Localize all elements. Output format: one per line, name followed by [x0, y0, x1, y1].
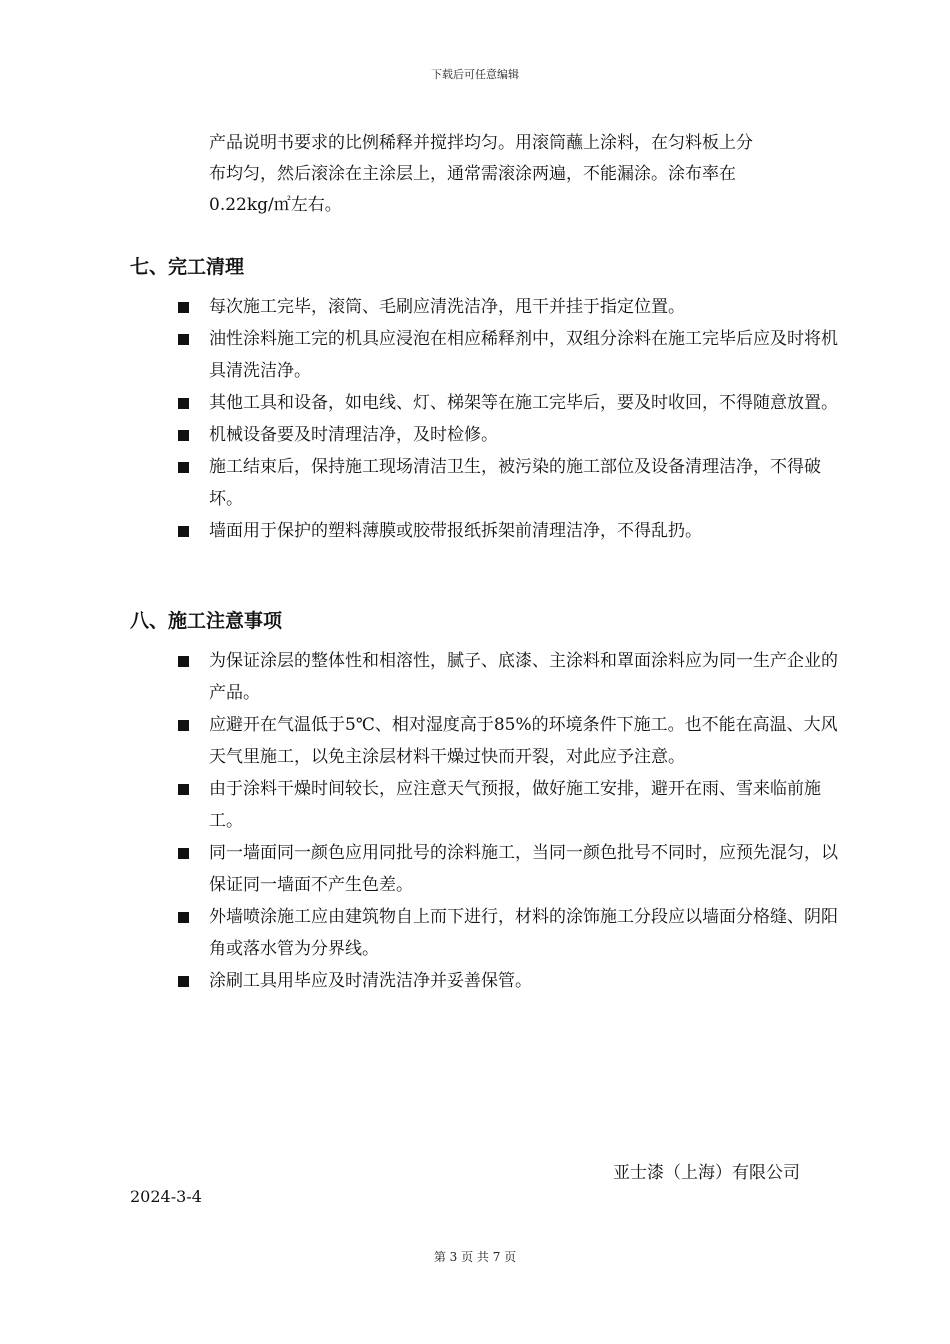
list-item: 油性涂料施工完的机具应浸泡在相应稀释剂中，双组分涂料在施工完毕后应及时将机具清洗洁净。 [175, 323, 840, 387]
list-item: 同一墙面同一颜色应用同批号的涂料施工，当同一颜色批号不同时，应预先混匀，以保证同一墙面不产生色差。 [175, 837, 840, 901]
company-name: 亚士漆（上海）有限公司 [613, 1163, 800, 1183]
list-item: 机械设备要及时清理洁净，及时检修。 [175, 419, 840, 451]
list-item: 其他工具和设备，如电线、灯、梯架等在施工完毕后，要及时收回，不得随意放置。 [175, 387, 840, 419]
section-8-title: 八、施工注意事项 [130, 610, 283, 632]
section-8-list [175, 645, 840, 997]
section-7-list [175, 291, 840, 547]
square-bullet-icon [178, 302, 189, 313]
list-item: 外墙喷涂施工应由建筑物自上而下进行，材料的涂饰施工分段应以墙面分格缝、阴阳角或落水管为分界线。 [175, 901, 840, 965]
intro-paragraph [209, 128, 829, 221]
list-item: 墙面用于保护的塑料薄膜或胶带报纸拆架前清理洁净，不得乱扔。 [175, 515, 840, 547]
list-item: 应避开在气温低于5℃、相对湿度高于85%的环境条件下施工。也不能在高温、大风天气里施工，以免主涂层材料干燥过快而开裂，对此应予注意。 [175, 709, 840, 773]
square-bullet-icon [178, 430, 189, 441]
page-header: 下载后可任意编辑 [431, 68, 519, 81]
square-bullet-icon [178, 784, 189, 795]
square-bullet-icon [178, 526, 189, 537]
list-item: 每次施工完毕，滚筒、毛刷应清洗洁净，甩干并挂于指定位置。 [175, 291, 840, 323]
square-bullet-icon [178, 398, 189, 409]
square-bullet-icon [178, 848, 189, 859]
square-bullet-icon [178, 912, 189, 923]
square-bullet-icon [178, 976, 189, 987]
page-footer: 第 3 页 共 7 页 [433, 1250, 517, 1264]
square-bullet-icon [178, 656, 189, 667]
list-item: 施工结束后，保持施工现场清洁卫生，被污染的施工部位及设备清理洁净，不得破坏。 [175, 451, 840, 515]
intro-line: 0.22kg/㎡左右。 [209, 195, 342, 215]
section-7-title: 七、完工清理 [130, 256, 245, 278]
intro-line: 产品说明书要求的比例稀释并搅拌均匀。用滚筒蘸上涂料，在匀料板上分 [209, 133, 753, 153]
square-bullet-icon [178, 334, 189, 345]
list-item: 为保证涂层的整体性和相溶性，腻子、底漆、主涂料和罩面涂料应为同一生产企业的产品。 [175, 645, 840, 709]
list-item: 由于涂料干燥时间较长，应注意天气预报，做好施工安排，避开在雨、雪来临前施工。 [175, 773, 840, 837]
intro-line: 布均匀，然后滚涂在主涂层上，通常需滚涂两遍，不能漏涂。涂布率在 [209, 164, 736, 184]
list-item: 涂刷工具用毕应及时清洗洁净并妥善保管。 [175, 965, 840, 997]
square-bullet-icon [178, 462, 189, 473]
square-bullet-icon [178, 720, 189, 731]
document-date: 2024-3-4 [130, 1187, 202, 1206]
